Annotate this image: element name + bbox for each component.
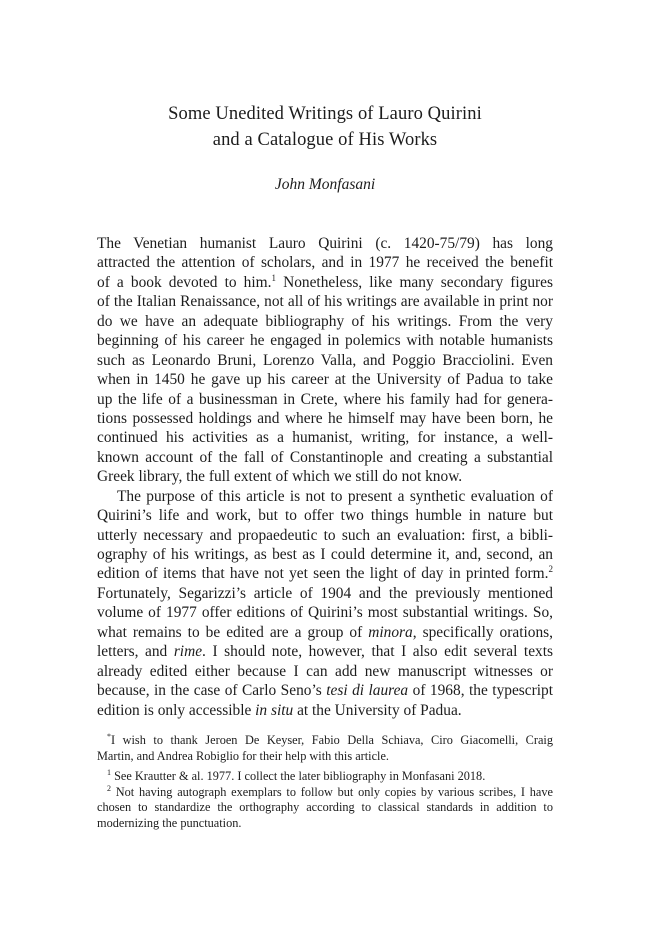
body-line: up the life of a businessman in Crete, where his family had for genera- [97, 390, 553, 408]
body-line: Quirini’s life and work, but to offer two things humble in nature but [97, 507, 553, 525]
body-line: do we have an adequate bibliography of his writings. From the very [97, 312, 553, 330]
body-line-part: of a book devoted to him. [97, 273, 272, 291]
body-line-part: Nonetheless, like many secondary figures [275, 273, 553, 291]
title-line-1: Some Unedited Writings of Lauro Quirini [168, 104, 482, 124]
footnote-line [97, 769, 553, 785]
body-line-part: . I should note, however, that I also edit several texts [202, 643, 553, 661]
body-line-part: letters, and [97, 643, 174, 661]
footnotes [97, 733, 553, 837]
footnote-1 [97, 769, 553, 785]
body-line-part: what remains to be edited are a group of [97, 623, 369, 641]
body-line-part: edition of items that have not yet seen the light of day in printed form. [97, 565, 549, 583]
body-line: of the Italian Renaissance, not all of his writings are available in print nor [97, 293, 553, 311]
footnote-text: See Krautter & al. 1977. I collect the later bibliography in Monfasani 2018. [111, 769, 486, 784]
article-title [0, 101, 650, 153]
body-line-part: of 1968, the typescript [408, 682, 553, 700]
footnote-star-mark: * [107, 732, 111, 741]
body-line: Fortunately, Segarizzi’s article of 1904 and the previously mentioned [97, 584, 553, 602]
body-line: beginning of his career he engaged in polemics with notable humanists [97, 332, 553, 350]
footnote-line: Martin, and Andrea Robiglio for their help with this article. [97, 748, 389, 763]
author-name: John Monfasani [274, 176, 376, 193]
body-line: The Venetian humanist Lauro Quirini (c. 1420-75/79) has long [97, 235, 553, 252]
italic-term: in situ [255, 701, 294, 719]
body-line [97, 701, 553, 720]
body-line: utterly necessary and propaedeutic to such an evaluation: first, a bibli- [97, 526, 553, 544]
title-line-2: and a Catalogue of His Works [212, 130, 438, 150]
body-line-part: at the University of Padua. [293, 701, 462, 719]
body-line: such as Leonardo Bruni, Lorenzo Valla, and Poggio Bracciolini. Even [97, 351, 553, 369]
footnote-line: chosen to standardize the orthography according to classical standards in addition to [97, 800, 553, 815]
footnote-2 [97, 785, 553, 832]
body-line [97, 564, 553, 583]
body-line: attracted the attention of scholars, and in 1977 he received the benefit [97, 254, 553, 272]
body-line: volume of 1977 offer editions of Quirini’s most substantial writings. So, [97, 604, 553, 622]
body-line [97, 642, 553, 661]
body-line: Greek library, the full extent of which we still do not know. [97, 468, 463, 486]
footnote-star [97, 733, 553, 764]
body-line-part: because, in the case of Carlo Seno’s [97, 682, 327, 700]
footnote-line [97, 733, 553, 749]
body-line: known account of the fall of Constantinople and creating a substantial [97, 448, 553, 466]
body-line [97, 273, 553, 292]
footnote-1-mark: 1 [107, 768, 111, 778]
body-text [97, 234, 553, 720]
footnote-ref-1: 1 [271, 272, 276, 283]
body-line: ography of his writings, as best as I could determine it, and, second, an [97, 546, 553, 563]
footnote-text: Not having autograph exemplars to follow but only copies by various scribes, I have [111, 784, 553, 799]
body-line: continued his activities as a humanist, writing, for instance, a well- [97, 429, 553, 447]
body-line-part: edition is only accessible [97, 701, 256, 719]
body-line: when in 1450 he gave up his career at the University of Padua to take [97, 371, 553, 389]
footnote-text: I wish to thank Jeroen De Keyser, Fabio Della Schiava, Ciro Giacomelli, Craig [111, 733, 553, 747]
body-line [97, 623, 553, 642]
footnote-line: modernizing the punctuation. [97, 815, 242, 830]
italic-term: minora [368, 623, 413, 641]
body-line-part: , specifically orations, [412, 623, 553, 641]
italic-term: tesi di laurea [326, 682, 409, 700]
body-line [97, 681, 553, 700]
footnote-line [97, 785, 553, 801]
italic-term: rime [173, 643, 203, 661]
body-line: already edited either because I can add new manuscript witnesses or [97, 662, 553, 680]
footnote-ref-2: 2 [548, 564, 553, 575]
body-line: tions possessed holdings and where he himself may have been born, he [97, 409, 553, 427]
body-line: The purpose of this article is not to present a synthetic evaluation of [117, 487, 553, 505]
footnote-2-mark: 2 [107, 783, 111, 793]
